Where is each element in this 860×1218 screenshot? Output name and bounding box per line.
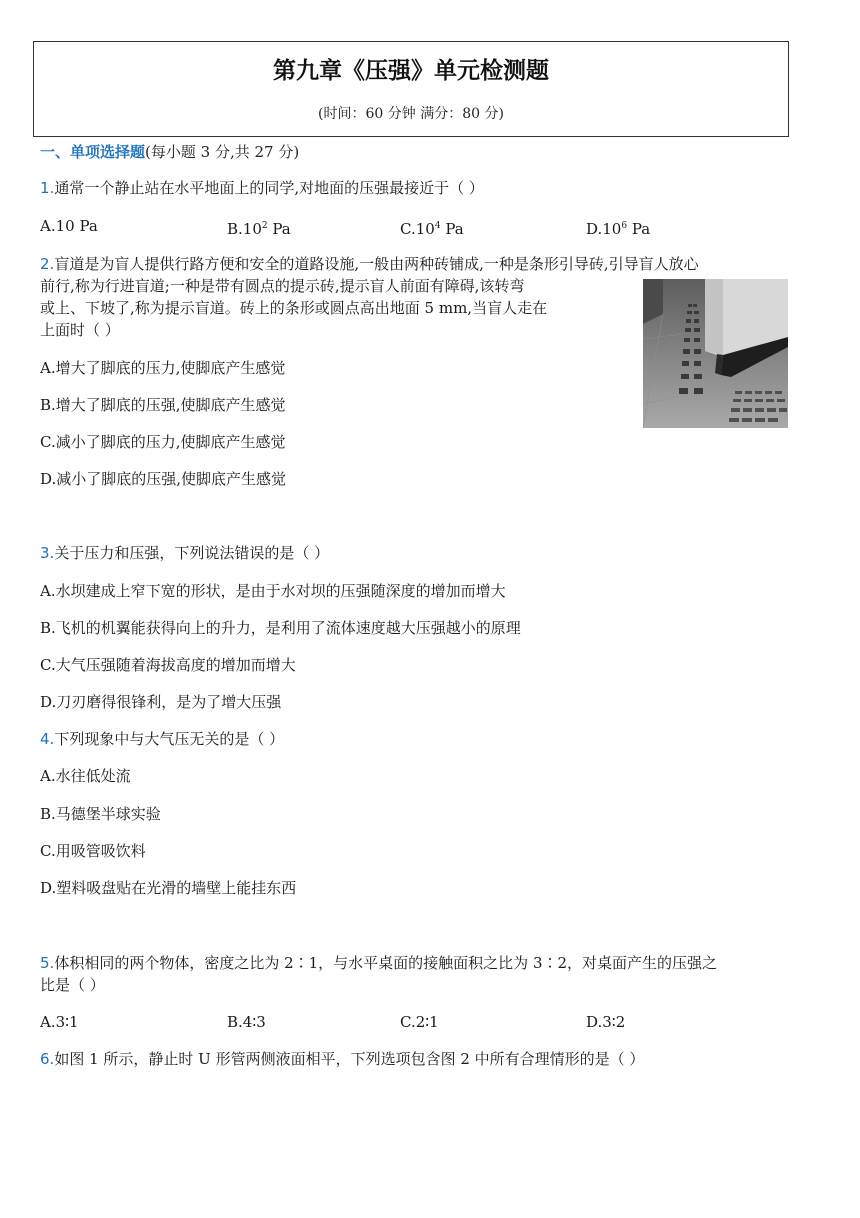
q4-option-a: A.水往低处流 (40, 767, 131, 785)
q4-option-c: C.用吸管吸饮料 (40, 842, 146, 860)
q1-option-b: $B.10^2$ Pa (227, 220, 291, 238)
question-number: 6. (40, 1050, 55, 1068)
q1-option-d: $D.10^6$ Pa (586, 220, 651, 238)
q5-option-c: C.2∶1 (400, 1013, 439, 1031)
q3-option-c: C.大气压强随着海拔高度的增加而增大 (40, 656, 296, 674)
question-3 (40, 542, 329, 564)
section-note: (每小题 3 分,共 27 分) (145, 143, 300, 161)
question-number: 2. (40, 255, 55, 273)
question-2 (40, 253, 699, 275)
section-heading (40, 141, 299, 163)
question-2-line-3: 或上、下坡了,称为提示盲道。砖上的条形或圆点高出地面 5 mm,当盲人走在 (40, 299, 548, 317)
q1-option-a: A.10 Pa (40, 217, 98, 235)
question-text: 通常一个静止站在水平地面上的同学,对地面的压强最接近于（ ） (54, 179, 484, 197)
q2-option-a: A.增大了脚底的压力,使脚底产生感觉 (40, 359, 286, 377)
q5-option-b: B.4∶3 (227, 1013, 266, 1031)
tactile-paving-image (643, 279, 788, 428)
q2-option-b: B.增大了脚底的压强,使脚底产生感觉 (40, 396, 286, 414)
question-number: 5. (40, 954, 55, 972)
question-text: 体积相同的两个物体，密度之比为 2∶1，与水平桌面的接触面积之比为 3∶2，对桌面产生的压强之 (54, 954, 718, 972)
question-number: 4. (40, 730, 55, 748)
question-2-line-4: 上面时（ ） (40, 321, 120, 339)
q1-option-c: $C.10^4$ Pa (400, 220, 464, 238)
q3-option-d: D.刀刃磨得很锋利，是为了增大压强 (40, 693, 282, 711)
question-6 (40, 1048, 644, 1070)
question-4 (40, 728, 284, 750)
q4-option-b: B.马德堡半球实验 (40, 805, 161, 823)
q5-option-d: D.3∶2 (586, 1013, 626, 1031)
section-title: 一、单项选择题 (40, 143, 146, 161)
q4-option-d: D.塑料吸盘贴在光滑的墙壁上能挂东西 (40, 879, 297, 897)
q3-option-b: B.飞机的机翼能获得向上的升力，是利用了流体速度越大压强越小的原理 (40, 619, 521, 637)
header-box (33, 41, 789, 137)
question-2-line-2: 前行,称为行进盲道;一种是带有圆点的提示砖,提示盲人前面有障碍,该转弯 (40, 277, 525, 295)
q3-option-a: A.水坝建成上窄下宽的形状，是由于水对坝的压强随深度的增加而增大 (40, 582, 506, 600)
page-title: 第九章《压强》单元检测题 (273, 58, 549, 84)
question-1 (40, 177, 484, 199)
question-number: 1. (40, 179, 55, 197)
question-text: 盲道是为盲人提供行路方便和安全的道路设施,一般由两种砖铺成,一种是条形引导砖,引导盲人放心 (54, 255, 699, 273)
exam-info: (时间：60 分钟 满分：80 分) (318, 106, 504, 122)
question-5-line-2: 比是（ ） (40, 976, 105, 994)
q5-option-a: A.3∶1 (40, 1013, 79, 1031)
question-text: 下列现象中与大气压无关的是（ ） (54, 730, 285, 748)
question-text: 如图 1 所示，静止时 U 形管两侧液面相平，下列选项包含图 2 中所有合理情形的是（ ） (54, 1050, 645, 1068)
question-number: 3. (40, 544, 55, 562)
question-5 (40, 952, 717, 974)
q2-option-c: C.减小了脚底的压力,使脚底产生感觉 (40, 433, 286, 451)
q2-option-d: D.减小了脚底的压强,使脚底产生感觉 (40, 470, 287, 488)
tactile-paving-photo (643, 279, 788, 428)
question-text: 关于压力和压强，下列说法错误的是（ ） (54, 544, 330, 562)
